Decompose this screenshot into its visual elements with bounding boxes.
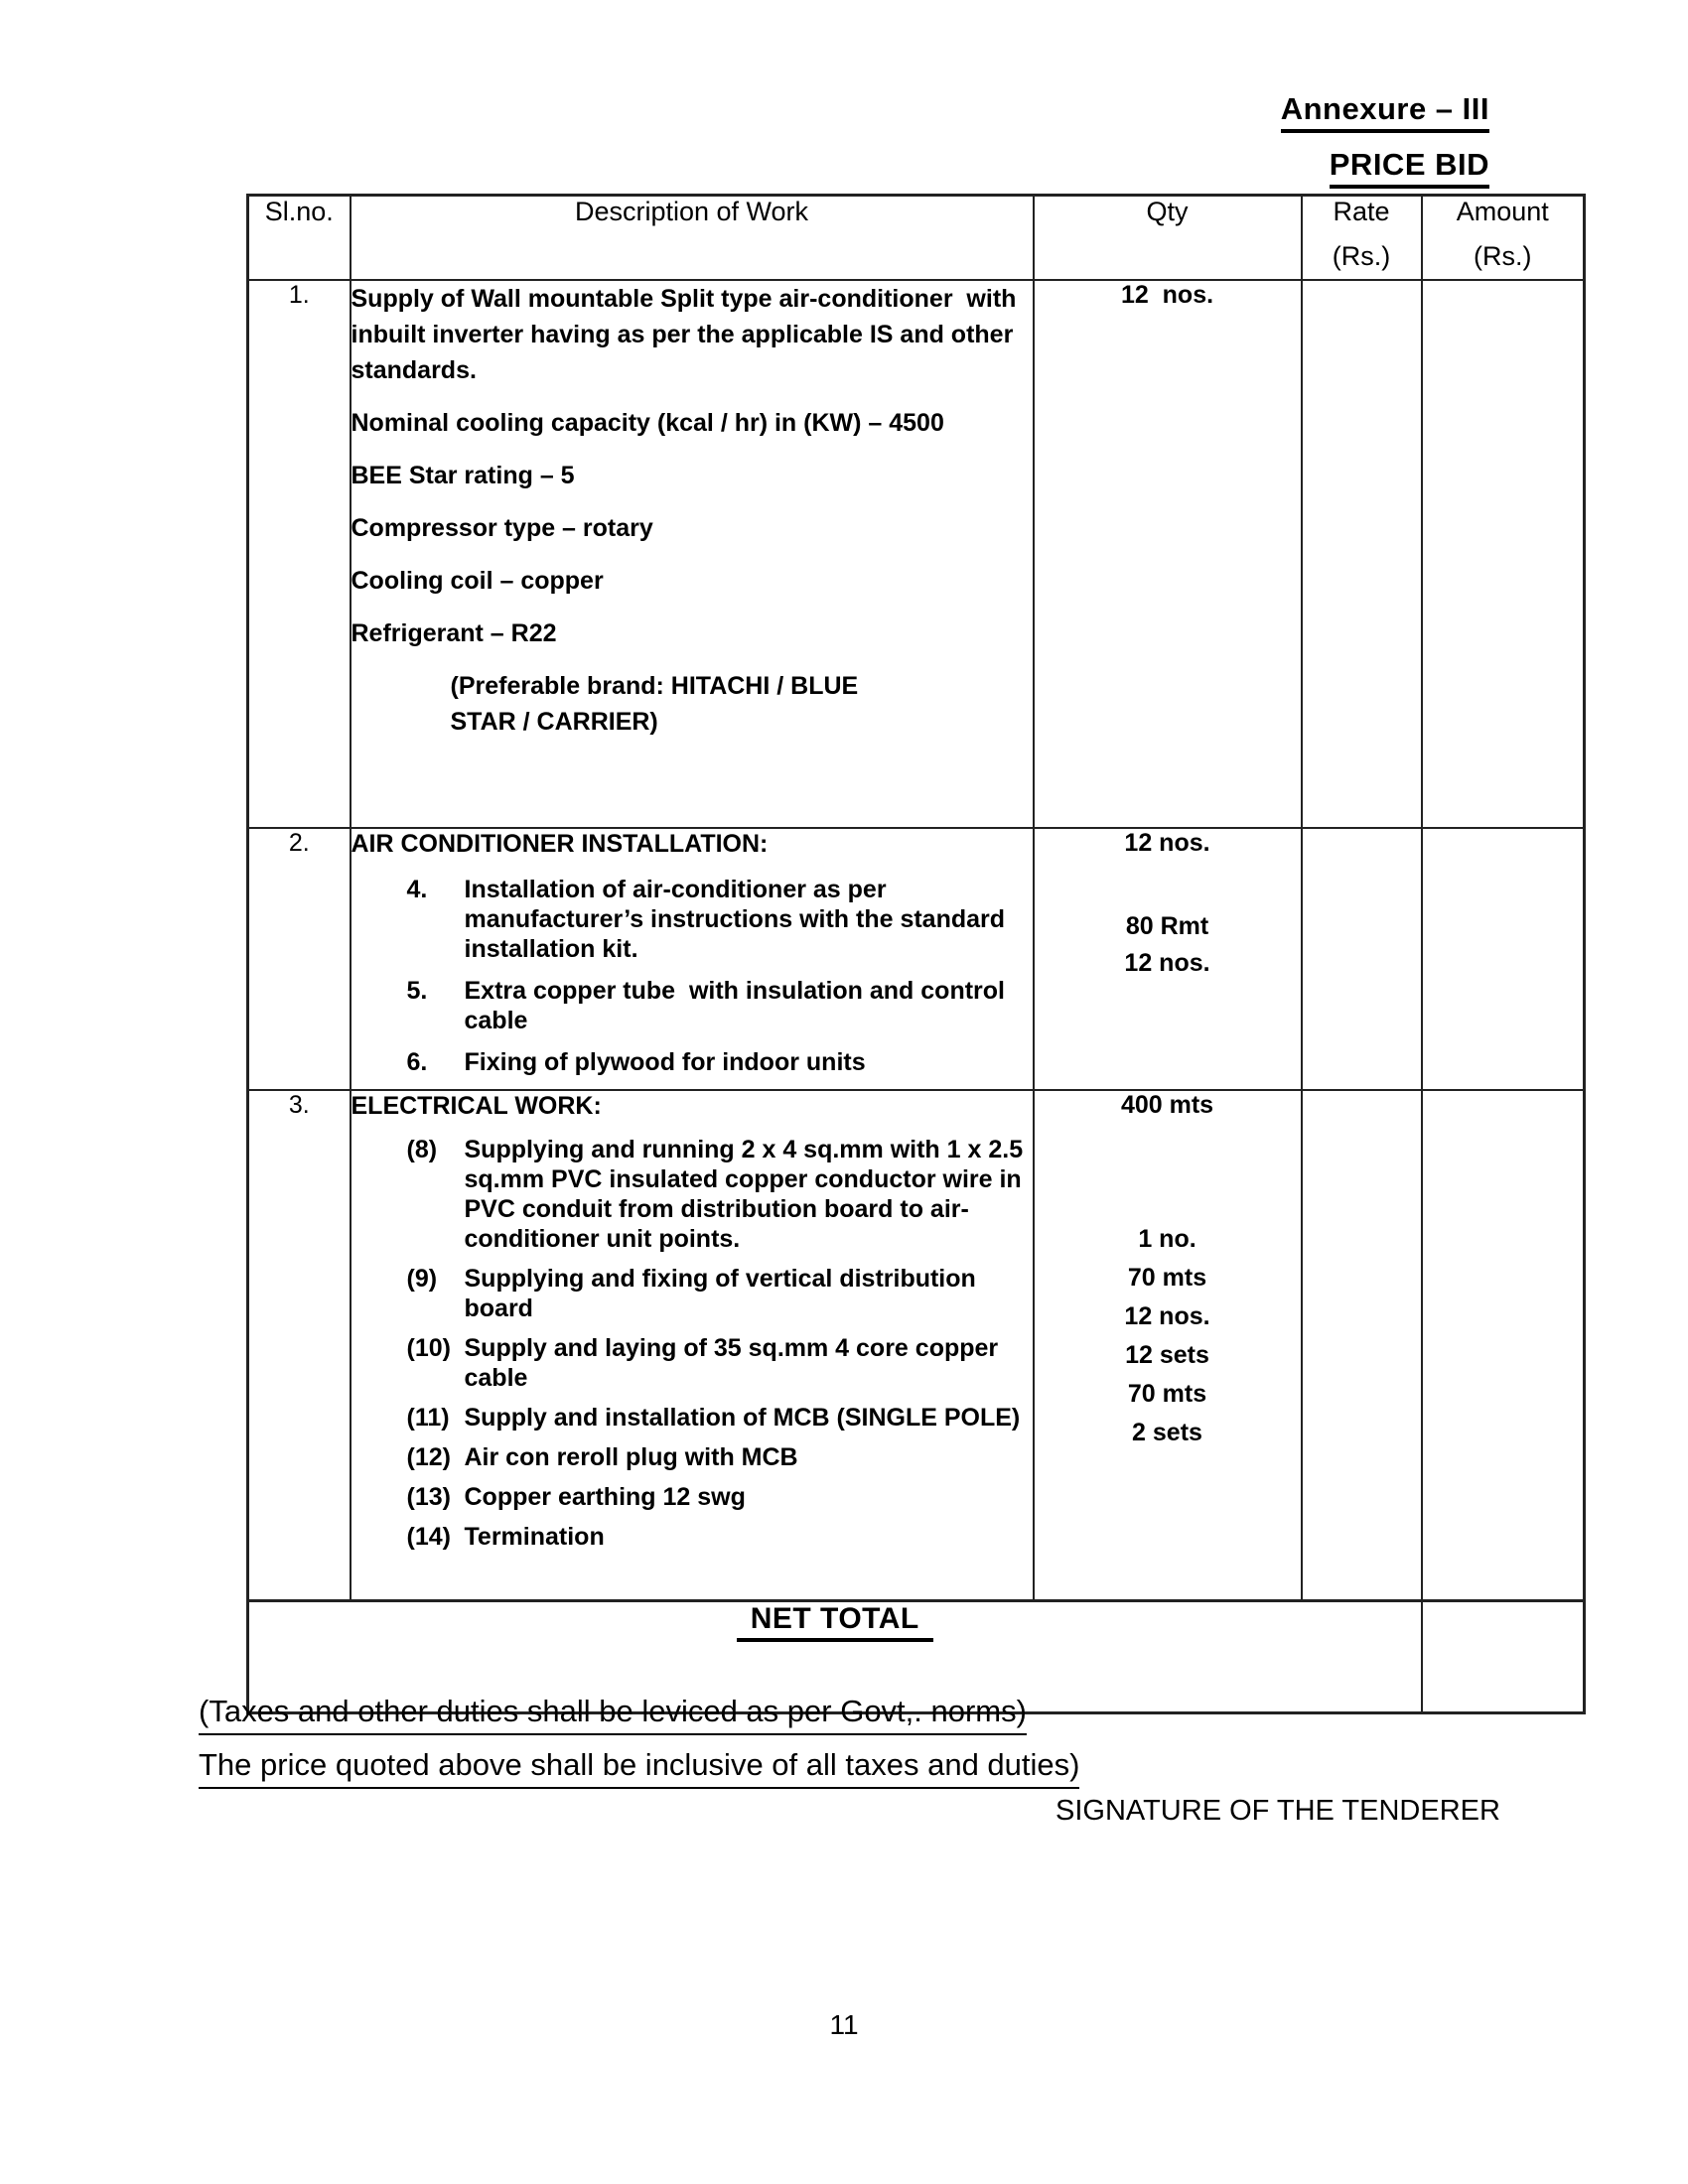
table-header-row (248, 196, 1585, 280)
item-number: 5. (406, 976, 428, 1005)
row3-item (407, 1522, 1033, 1552)
column-header-slno: Sl.no. (248, 196, 351, 280)
row3-item (407, 1264, 1033, 1323)
item-text: Supplying and running 2 x 4 sq.mm with 1 x 2.5 sq.mm PVC insulated copper conductor wire in PVC conduit from distribution board to air-conditioner unit points. (464, 1135, 1024, 1253)
row1-paragraph: Cooling coil – copper (351, 566, 604, 595)
item-text: Fixing of plywood for indoor units (464, 1047, 866, 1076)
signature-label: SIGNATURE OF THE TENDERER (1055, 1795, 1500, 1827)
item-text: Installation of air-conditioner as per manufacturer’s instructions with the standard installation kit. (464, 875, 1006, 963)
item-number: (12) (406, 1442, 451, 1471)
row1-description (351, 280, 1034, 828)
row3-qty-value: 70 mts (1127, 1379, 1207, 1408)
row3-qty (1034, 1090, 1302, 1601)
item-text: Supplying and fixing of vertical distribution board (464, 1264, 976, 1322)
row1-paragraph: BEE Star rating – 5 (351, 461, 575, 489)
table-row-3 (248, 1090, 1585, 1601)
item-number: (14) (406, 1522, 451, 1551)
row3-amount (1422, 1090, 1585, 1601)
item-text: Supply and laying of 35 sq.mm 4 core copper cable (464, 1333, 999, 1392)
item-number: (10) (406, 1333, 451, 1362)
page-number: 11 (829, 2009, 859, 2040)
item-text: Extra copper tube with insulation and control cable (464, 976, 1005, 1034)
tax-note-1 (199, 1694, 1027, 1735)
tax-note-1-text: (Taxes and other duties shall be leviced as per Govt,. norms) (199, 1694, 1027, 1735)
row3-qty-value: 70 mts (1127, 1263, 1207, 1292)
price-bid-table (246, 194, 1586, 1714)
item-number: (8) (406, 1135, 438, 1163)
row3-item (407, 1403, 1033, 1433)
annexure-title-line (1281, 91, 1489, 133)
row3-qty-value: 400 mts (1120, 1090, 1214, 1119)
row1-paragraph: Supply of Wall mountable Split type air-conditioner with inbuilt inverter having as per the applicable IS and other standards. (351, 284, 1017, 384)
row3-rate (1302, 1090, 1422, 1601)
row3-qty-value: 12 nos. (1124, 1301, 1210, 1330)
row2-qty-value: 12 nos. (1124, 828, 1210, 857)
row1-qty-value: 12 nos. (1120, 280, 1214, 309)
column-header-rate (1302, 196, 1422, 280)
table-row-2 (248, 828, 1585, 1090)
row2-description (351, 828, 1034, 1090)
row3-qty-value: 12 sets (1125, 1340, 1209, 1369)
rate-unit-label: (Rs.) (1332, 241, 1391, 271)
row3-section-heading: ELECTRICAL WORK: (351, 1091, 602, 1120)
row2-section-heading: AIR CONDITIONER INSTALLATION: (351, 829, 769, 858)
price-bid-title: PRICE BID (1330, 147, 1489, 189)
row2-slno: 2. (248, 828, 351, 1090)
price-bid-title-line (1281, 147, 1489, 189)
item-number: (13) (406, 1482, 451, 1511)
row3-item (407, 1135, 1033, 1254)
net-total-label: NET TOTAL (737, 1602, 933, 1642)
row3-description (351, 1090, 1034, 1601)
item-number: 6. (406, 1047, 428, 1076)
row3-qty-value: 2 sets (1132, 1418, 1202, 1446)
row3-slno: 3. (248, 1090, 351, 1601)
column-header-amount (1422, 196, 1585, 280)
row1-paragraph: Refrigerant – R22 (351, 618, 557, 647)
tax-note-2-text: The price quoted above shall be inclusive of all taxes and duties) (199, 1747, 1079, 1789)
row1-amount (1422, 280, 1585, 828)
row2-qty-value: 12 nos. (1124, 948, 1210, 977)
row3-item (407, 1482, 1033, 1512)
row2-rate (1302, 828, 1422, 1090)
item-text: Air con reroll plug with MCB (464, 1442, 798, 1471)
row1-brand-note: (Preferable brand: HITACHI / BLUE STAR / CARRIER) (450, 671, 859, 736)
row1-paragraph: Compressor type – rotary (351, 513, 653, 542)
row1-qty (1034, 280, 1302, 828)
net-total-amount (1422, 1601, 1585, 1713)
row3-item (407, 1442, 1033, 1472)
table-row-1 (248, 280, 1585, 828)
column-header-description: Description of Work (351, 196, 1034, 280)
annexure-title: Annexure – III (1281, 91, 1489, 133)
item-number: (11) (406, 1403, 450, 1432)
row2-qty (1034, 828, 1302, 1090)
row3-item (407, 1333, 1033, 1393)
row2-item (407, 976, 1033, 1035)
amount-unit-label: (Rs.) (1474, 241, 1532, 271)
amount-label: Amount (1456, 197, 1549, 226)
row2-qty-value: 80 Rmt (1125, 911, 1209, 940)
row1-paragraph: Nominal cooling capacity (kcal / hr) in (KW) – 4500 (351, 408, 944, 437)
row2-item (407, 1047, 1033, 1077)
row1-slno: 1. (248, 280, 351, 828)
tax-note-2 (199, 1747, 1079, 1789)
item-number: 4. (406, 875, 428, 903)
rate-label: Rate (1333, 197, 1390, 226)
item-text: Copper earthing 12 swg (464, 1482, 746, 1511)
document-titles (1281, 91, 1489, 203)
row3-qty-value: 1 no. (1138, 1224, 1196, 1253)
row1-rate (1302, 280, 1422, 828)
row2-item (407, 875, 1033, 964)
column-header-qty: Qty (1034, 196, 1302, 280)
row2-amount (1422, 828, 1585, 1090)
item-text: Supply and installation of MCB (SINGLE POLE) (464, 1403, 1021, 1432)
item-number: (9) (406, 1264, 438, 1293)
item-text: Termination (464, 1522, 605, 1551)
